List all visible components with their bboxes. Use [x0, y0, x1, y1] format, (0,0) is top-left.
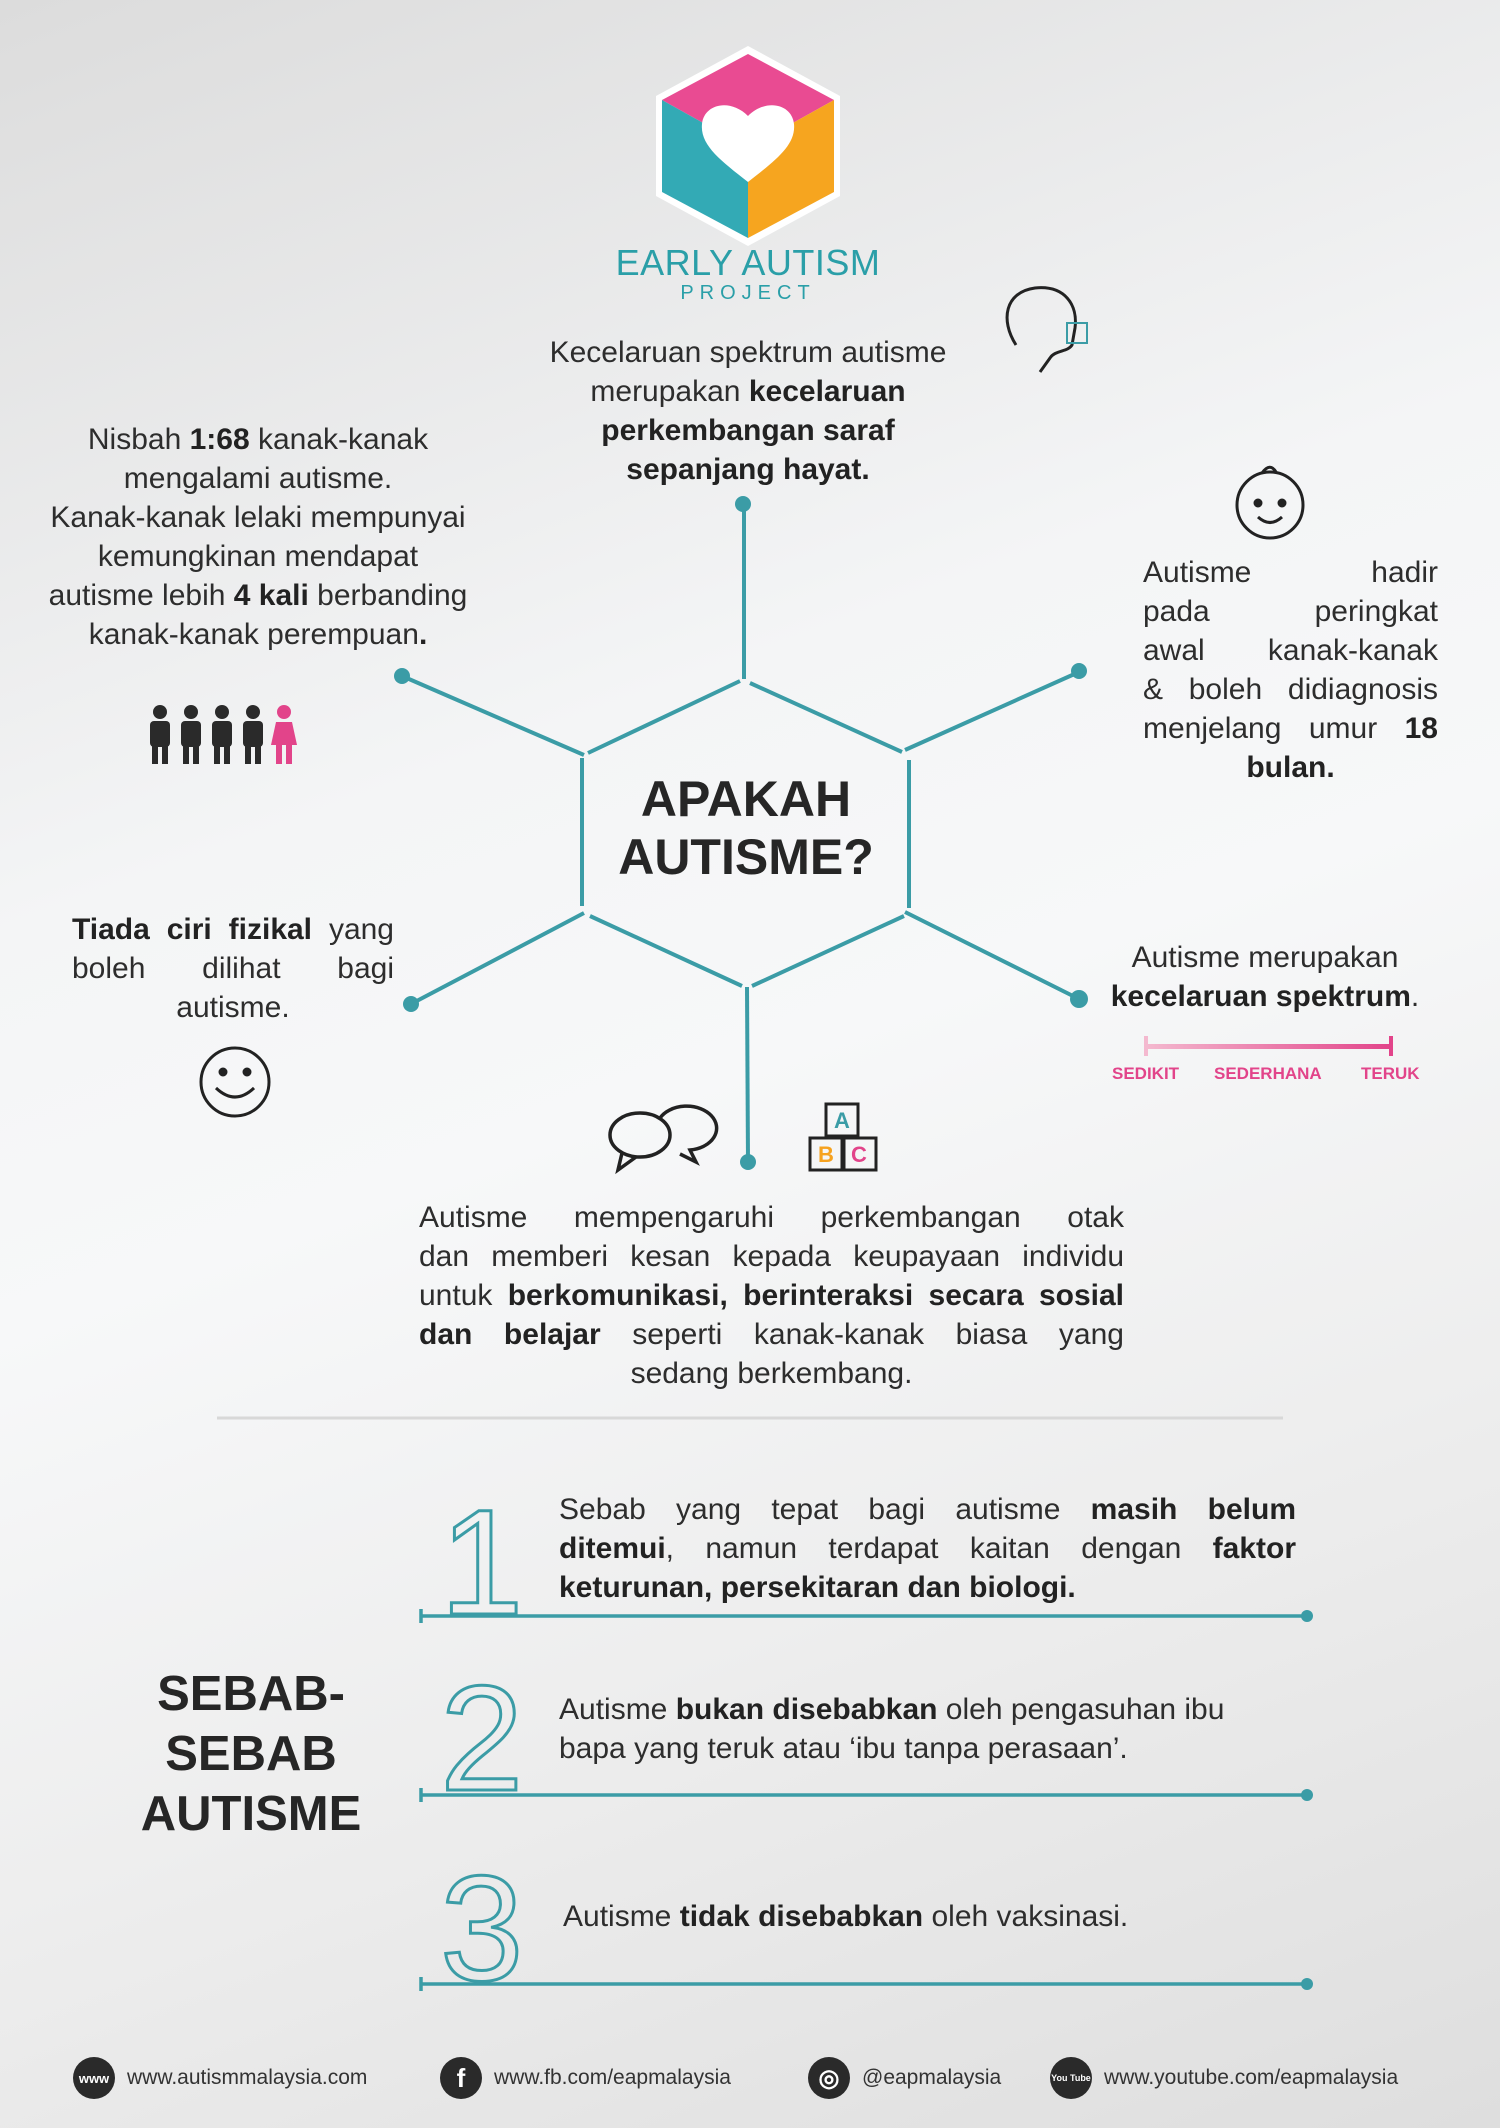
title-line: APAKAH: [640, 771, 852, 827]
text-line: [1143, 748, 1438, 787]
text-segment: Autisme: [559, 1693, 676, 1726]
text-line: [1143, 592, 1438, 631]
text-line: [419, 1237, 1124, 1276]
cause-item-2: [559, 1690, 1296, 1768]
svg-text:C: C: [851, 1142, 867, 1167]
text-segment: berbanding: [308, 579, 468, 612]
text-segment: untuk: [419, 1279, 508, 1312]
text-line: [498, 450, 998, 489]
scale-label-teruk: TERUK: [1361, 1064, 1420, 1083]
heading-line: AUTISME: [140, 1787, 362, 1841]
scale-label-sederhana: SEDERHANA: [1214, 1064, 1322, 1083]
text-segment: merupakan: [590, 375, 749, 408]
text-segment: oleh vaksinasi.: [923, 1900, 1129, 1933]
text-segment: boleh dilihat bagi: [72, 952, 394, 985]
bold-text: bulan.: [1246, 751, 1335, 784]
text-segment: Kanak-kanak lelaki mempunyai: [50, 501, 466, 534]
male-person-icon: [243, 705, 263, 764]
footer-link-text[interactable]: www.autismmalaysia.com: [127, 2066, 368, 2089]
text-segment: seperti kanak-kanak biasa yang: [600, 1318, 1124, 1351]
text-segment: pada peringkat: [1143, 595, 1438, 628]
text-segment: autisme.: [176, 991, 290, 1024]
footer-youtube[interactable]: [1050, 2058, 1398, 2098]
text-line: [1143, 709, 1438, 748]
text-segment: awal kanak-kanak: [1143, 634, 1438, 667]
text-line: [559, 1729, 1296, 1768]
text-line: [8, 576, 508, 615]
text-line: [563, 1897, 1300, 1936]
bold-text: dan belajar: [419, 1318, 601, 1351]
footer-link-text[interactable]: www.youtube.com/eapmalaysia: [1104, 2066, 1399, 2089]
footer-link-text[interactable]: @eapmalaysia: [862, 2066, 1002, 2089]
head-puzzle-icon: [1007, 288, 1087, 372]
text-segment: sedang berkembang.: [630, 1357, 913, 1390]
logo-icon: [656, 46, 840, 246]
cause-item-3: [563, 1897, 1300, 1936]
bold-text: berkomunikasi, berinteraksi secara sosial: [507, 1279, 1124, 1312]
text-segment: dan memberi kesan kepada keupayaan individu: [419, 1240, 1124, 1273]
bold-text: faktor: [1212, 1532, 1296, 1565]
male-person-icon: [181, 705, 201, 764]
speech-bubbles-icon: [610, 1106, 717, 1170]
text-line: [419, 1276, 1124, 1315]
text-line: [498, 372, 998, 411]
bold-text: kecelaruan: [748, 375, 906, 408]
male-person-icon: [212, 705, 232, 764]
text-segment: , namun terdapat kaitan dengan: [665, 1532, 1213, 1565]
text-line: [1143, 631, 1438, 670]
cause-number-1: 1: [440, 1478, 524, 1646]
text-segment: oleh pengasuhan ibu: [937, 1693, 1225, 1726]
title-line: AUTISME?: [618, 829, 874, 885]
text-segment: autisme lebih: [48, 579, 234, 612]
text-line: [72, 910, 394, 949]
text-line: [559, 1568, 1296, 1607]
bold-text: masih belum: [1090, 1493, 1296, 1526]
bold-text: 1:68: [189, 423, 250, 456]
smiley-icon: [201, 1048, 269, 1116]
footer-facebook[interactable]: [440, 2058, 731, 2098]
text-segment: Sebab yang tepat bagi autisme: [559, 1493, 1091, 1526]
fact-brain-development: [419, 1198, 1124, 1393]
fact-spectrum: [1090, 938, 1440, 1016]
text-line: [1143, 553, 1438, 592]
text-line: [8, 537, 508, 576]
text-segment: kemungkinan mendapat: [97, 540, 419, 573]
text-line: [1143, 670, 1438, 709]
footer-website[interactable]: [73, 2058, 367, 2098]
text-line: [559, 1690, 1296, 1729]
cause-number-2: 2: [440, 1654, 524, 1822]
text-line: [8, 459, 508, 498]
text-segment: Autisme mempengaruhi perkembangan otak: [419, 1201, 1124, 1234]
abc-blocks-icon: [810, 1104, 876, 1170]
bold-text: Tiada ciri fizikal: [72, 913, 313, 946]
baby-face-icon: [1237, 467, 1303, 538]
text-line: [8, 615, 508, 654]
text-line: [498, 411, 998, 450]
text-segment: Nisbah: [87, 423, 190, 456]
text-segment: mengalami autisme.: [123, 462, 393, 495]
youtube-icon: You Tube: [1050, 2057, 1092, 2099]
male-person-icon: [150, 705, 170, 764]
text-line: [1090, 977, 1440, 1016]
center-title: [596, 770, 896, 886]
bold-text: 18: [1404, 712, 1438, 745]
text-line: [1090, 938, 1440, 977]
text-line: [419, 1354, 1124, 1393]
text-segment: Autisme merupakan: [1131, 941, 1399, 974]
female-person-icon: [271, 705, 297, 764]
text-line: [559, 1529, 1296, 1568]
text-segment: .: [1410, 980, 1420, 1013]
svg-text:B: B: [818, 1142, 834, 1167]
bold-text: .: [418, 618, 428, 651]
text-line: [419, 1315, 1124, 1354]
bold-text: tidak disebabkan: [679, 1900, 924, 1933]
instagram-icon: ◎: [808, 2057, 850, 2099]
fact-neurodevelopmental: [498, 333, 998, 489]
fact-ratio: [8, 420, 508, 654]
bold-text: sepanjang hayat.: [626, 453, 870, 486]
bold-text: 4 kali: [233, 579, 309, 612]
text-segment: bapa yang teruk atau ‘ibu tanpa perasaan’.: [559, 1732, 1128, 1765]
bold-text: keturunan, persekitaran dan biologi.: [559, 1571, 1076, 1604]
brand-subtitle: PROJECT: [680, 282, 816, 304]
spectrum-scale-bar: [1144, 1036, 1393, 1056]
svg-text:A: A: [834, 1108, 850, 1133]
text-segment: yang: [312, 913, 394, 946]
fact-no-physical-traits: [72, 910, 394, 1027]
text-line: [419, 1198, 1124, 1237]
text-line: [8, 498, 508, 537]
text-line: [498, 333, 998, 372]
bold-text: ditemui: [559, 1532, 666, 1565]
causes-heading: [100, 1664, 402, 1844]
fact-early-diagnosis: [1143, 553, 1438, 787]
text-segment: Autisme: [563, 1900, 680, 1933]
facebook-icon: f: [440, 2057, 482, 2099]
text-segment: kanak-kanak perempuan: [88, 618, 419, 651]
cause-item-1: [559, 1490, 1296, 1607]
text-segment: kanak-kanak: [249, 423, 429, 456]
heading-line: SEBAB-: [157, 1667, 345, 1721]
text-line: [72, 949, 394, 988]
bold-text: bukan disebabkan: [675, 1693, 938, 1726]
heading-line: SEBAB: [165, 1727, 337, 1781]
people-ratio-icon: [150, 705, 297, 764]
scale-label-sedikit: SEDIKIT: [1112, 1064, 1180, 1083]
brand-name: EARLY AUTISM: [615, 242, 881, 283]
cause-number-3: 3: [440, 1844, 524, 2012]
text-line: [8, 420, 508, 459]
footer-link-text[interactable]: www.fb.com/eapmalaysia: [494, 2066, 731, 2089]
text-segment: menjelang umur: [1143, 712, 1405, 745]
text-line: [72, 988, 394, 1027]
bold-text: kecelaruan spektrum: [1110, 980, 1411, 1013]
text-segment: & boleh didiagnosis: [1143, 673, 1438, 706]
text-line: [559, 1490, 1296, 1529]
text-segment: Autisme hadir: [1143, 556, 1438, 589]
bold-text: perkembangan saraf: [601, 414, 895, 447]
footer-instagram[interactable]: [808, 2058, 1001, 2098]
text-segment: Kecelaruan spektrum autisme: [549, 336, 947, 369]
www-icon: www: [73, 2057, 115, 2099]
